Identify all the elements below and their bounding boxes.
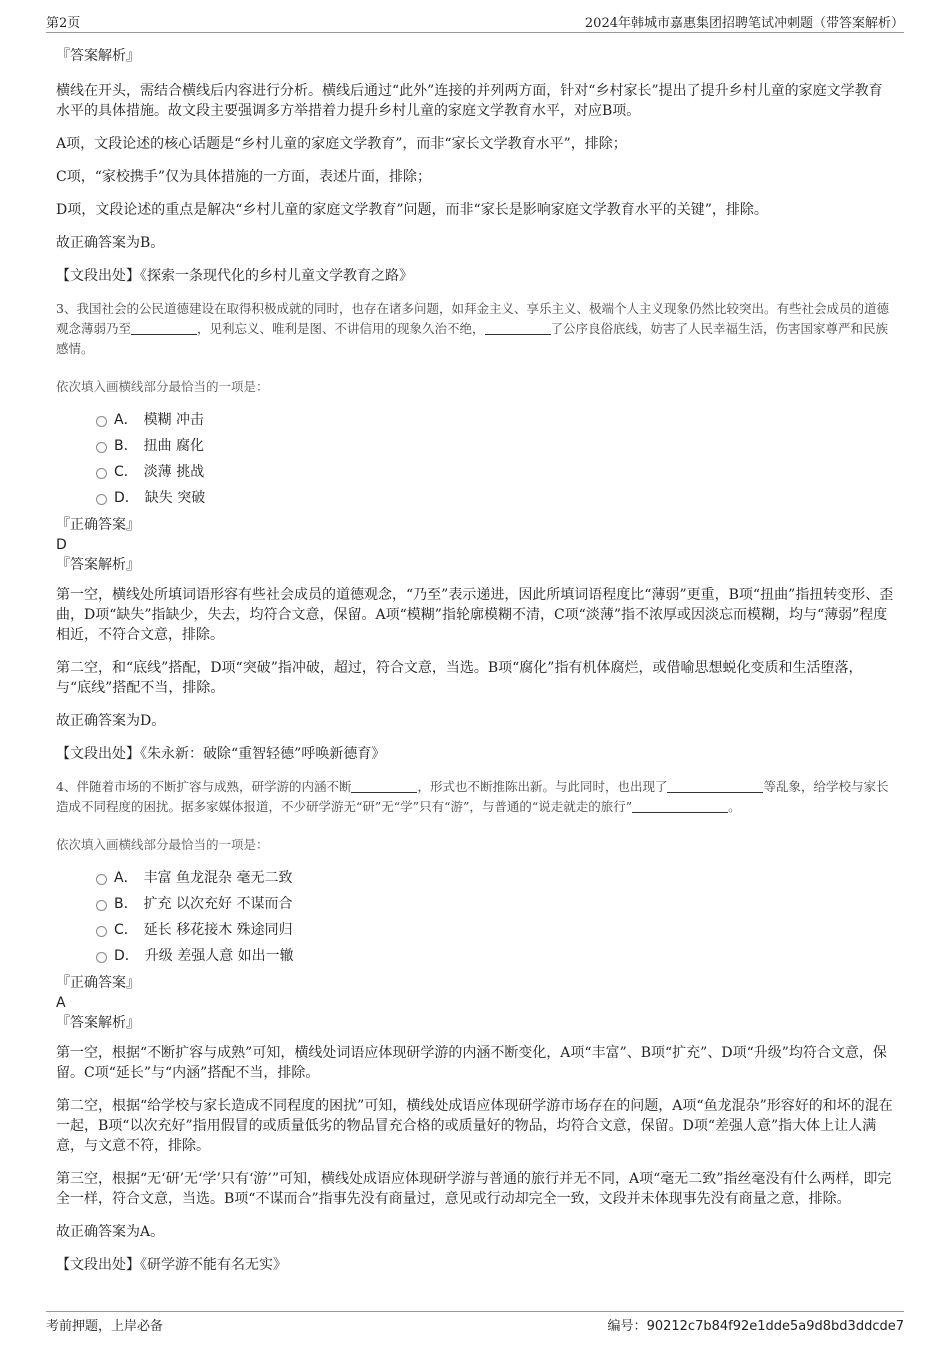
footer-slogan: 考前押题，上岸必备 bbox=[46, 1319, 164, 1334]
analysis-paragraph: D项，文段论述的重点是解决“乡村儿童的家庭文学教育”问题，而非“家长是影响家庭文学教育水平的关键”，排除。 bbox=[56, 202, 768, 218]
page-number: 第2页 bbox=[46, 16, 81, 31]
answer-analysis-label: 『答案解析』 bbox=[56, 48, 140, 64]
option-d[interactable]: D． 缺失 突破 bbox=[56, 485, 896, 511]
fill-blank bbox=[667, 778, 763, 793]
radio-button[interactable] bbox=[96, 468, 107, 479]
answer-analysis-label: 『答案解析』 bbox=[56, 557, 140, 573]
source-citation: 【文段出处】《研学游不能有名无实》 bbox=[56, 1257, 287, 1273]
fill-blank bbox=[485, 320, 551, 335]
question-3-options bbox=[56, 407, 896, 511]
question-3-stem: 3、我国社会的公民道德建设在取得积极成就的同时，也存在诸多问题，如拜金主义、享乐主义、极端个人主义现象仍然比较突出。有些社会成员的道德观念薄弱乃至 ，见利忘义、唯利是图、不讲信用的现象久治不绝， 了公序良俗底线，妨害了人民幸福生活，伤害国家尊严和民族感情。 bbox=[56, 301, 889, 356]
radio-button[interactable] bbox=[96, 900, 107, 911]
correct-answer: D bbox=[56, 537, 67, 553]
source-citation: 【文段出处】《探索一条现代化的乡村儿童文学教育之路》 bbox=[56, 268, 413, 284]
option-b[interactable]: B． 扭曲 腐化 bbox=[56, 433, 896, 459]
option-a[interactable]: A． 模糊 冲击 bbox=[56, 407, 896, 433]
option-b[interactable]: B． 扩充 以次充好 不谋而合 bbox=[56, 891, 896, 917]
fill-blank bbox=[632, 798, 728, 813]
question-4-stem: 4、伴随着市场的不断扩容与成熟，研学游的内涵不断 ，形式也不断推陈出新。与此同时，也出现了 等乱象，给学校与家长造成不同程度的困扰。据多家媒体报道，不少研学游无“研”无“学”只有“游”，与普通的“说走就走的旅行” 。 bbox=[56, 779, 889, 814]
fill-blank bbox=[131, 320, 197, 335]
question-3-instruction: 依次填入画横线部分最恰当的一项是： bbox=[56, 379, 269, 394]
correct-answer-label: 『正确答案』 bbox=[56, 975, 140, 991]
analysis-paragraph: 第二空，根据“给学校与家长造成不同程度的困扰”可知，横线处成语应体现研学游市场存在的问题，A项“鱼龙混杂”形容好的和坏的混在一起，B项“以次充好”指用假冒的或质量低劣的物品冒充合格的或质量好的物品，均符合文意，保留。D项“差强人意”指大体上让人满意，与文意不符，排除。 bbox=[56, 1098, 893, 1154]
question-4-options bbox=[56, 865, 896, 969]
option-a[interactable]: A． 丰富 鱼龙混杂 毫无二致 bbox=[56, 865, 896, 891]
analysis-paragraph: 第三空，根据“无‘研’无‘学’只有‘游’”可知，横线处成语应体现研学游与普通的旅行并无不同，A项“毫无二致”指丝毫没有什么两样，即完全一样，符合文意，当选。B项“不谋而合”指事先没有商量过，意见或行动却完全一致，文段并未体现事先没有商量之意，排除。 bbox=[56, 1171, 892, 1207]
option-d[interactable]: D． 升级 差强人意 如出一辙 bbox=[56, 943, 896, 969]
source-citation: 【文段出处】《朱永新：破除“重智轻德”呼唤新德育》 bbox=[56, 746, 386, 762]
option-c[interactable]: C． 淡薄 挑战 bbox=[56, 459, 896, 485]
analysis-paragraph: 横线在开头，需结合横线后内容进行分析。横线后通过“此外”连接的并列两方面，针对“乡村家长”提出了提升乡村儿童的家庭文学教育水平的具体措施。故文段主要强调多方举措着力提升乡村儿童的家庭文学教育水平，对应B项。 bbox=[56, 83, 883, 119]
analysis-paragraph: 第一空，根据“不断扩容与成熟”可知，横线处词语应体现研学游的内涵不断变化，A项“丰富”、B项“扩充”、D项“升级”均符合文意，保留。C项“延长”与“内涵”搭配不当，排除。 bbox=[56, 1045, 887, 1081]
document-body bbox=[56, 46, 896, 1275]
conclusion: 故正确答案为B。 bbox=[56, 235, 165, 251]
radio-button[interactable] bbox=[96, 442, 107, 453]
document-title: 2024年韩城市嘉惠集团招聘笔试冲刺题（带答案解析） bbox=[584, 16, 904, 31]
analysis-paragraph: A项，文段论述的核心话题是“乡村儿童的家庭文学教育”，而非“家长文学教育水平”，排除； bbox=[56, 136, 627, 152]
radio-button[interactable] bbox=[96, 952, 107, 963]
fill-blank bbox=[351, 778, 417, 793]
analysis-paragraph: 第一空，横线处所填词语形容有些社会成员的道德观念，“乃至”表示递进，因此所填词语程度比“薄弱”更重，B项“扭曲”指扭转变形、歪曲，D项“缺失”指缺少，失去，均符合文意，保留。A项“模糊”指轮廓模糊不清，C项“淡薄”指不浓厚或因淡忘而模糊，均与“薄弱”程度相近，不符合文意，排除。 bbox=[56, 587, 894, 643]
radio-button[interactable] bbox=[96, 874, 107, 885]
correct-answer-label: 『正确答案』 bbox=[56, 517, 140, 533]
radio-button[interactable] bbox=[96, 416, 107, 427]
analysis-paragraph: C项，“家校携手”仅为具体措施的一方面，表述片面，排除； bbox=[56, 169, 432, 185]
conclusion: 故正确答案为D。 bbox=[56, 713, 166, 729]
conclusion: 故正确答案为A。 bbox=[56, 1224, 165, 1240]
document-code: 编号：90212c7b84f92e1dde5a9d8bd3ddcde7 bbox=[607, 1319, 904, 1334]
question-4-instruction: 依次填入画横线部分最恰当的一项是： bbox=[56, 837, 269, 852]
analysis-paragraph: 第二空，和“底线”搭配，D项“突破”指冲破，超过，符合文意，当选。B项“腐化”指有机体腐烂，或借喻思想蜕化变质和生活堕落，与“底线”搭配不当，排除。 bbox=[56, 660, 863, 696]
page-header bbox=[46, 10, 904, 33]
radio-button[interactable] bbox=[96, 926, 107, 937]
answer-analysis-label: 『答案解析』 bbox=[56, 1015, 140, 1031]
radio-button[interactable] bbox=[96, 494, 107, 505]
page-footer bbox=[46, 1311, 904, 1334]
correct-answer: A bbox=[56, 995, 66, 1011]
option-c[interactable]: C． 延长 移花接木 殊途同归 bbox=[56, 917, 896, 943]
